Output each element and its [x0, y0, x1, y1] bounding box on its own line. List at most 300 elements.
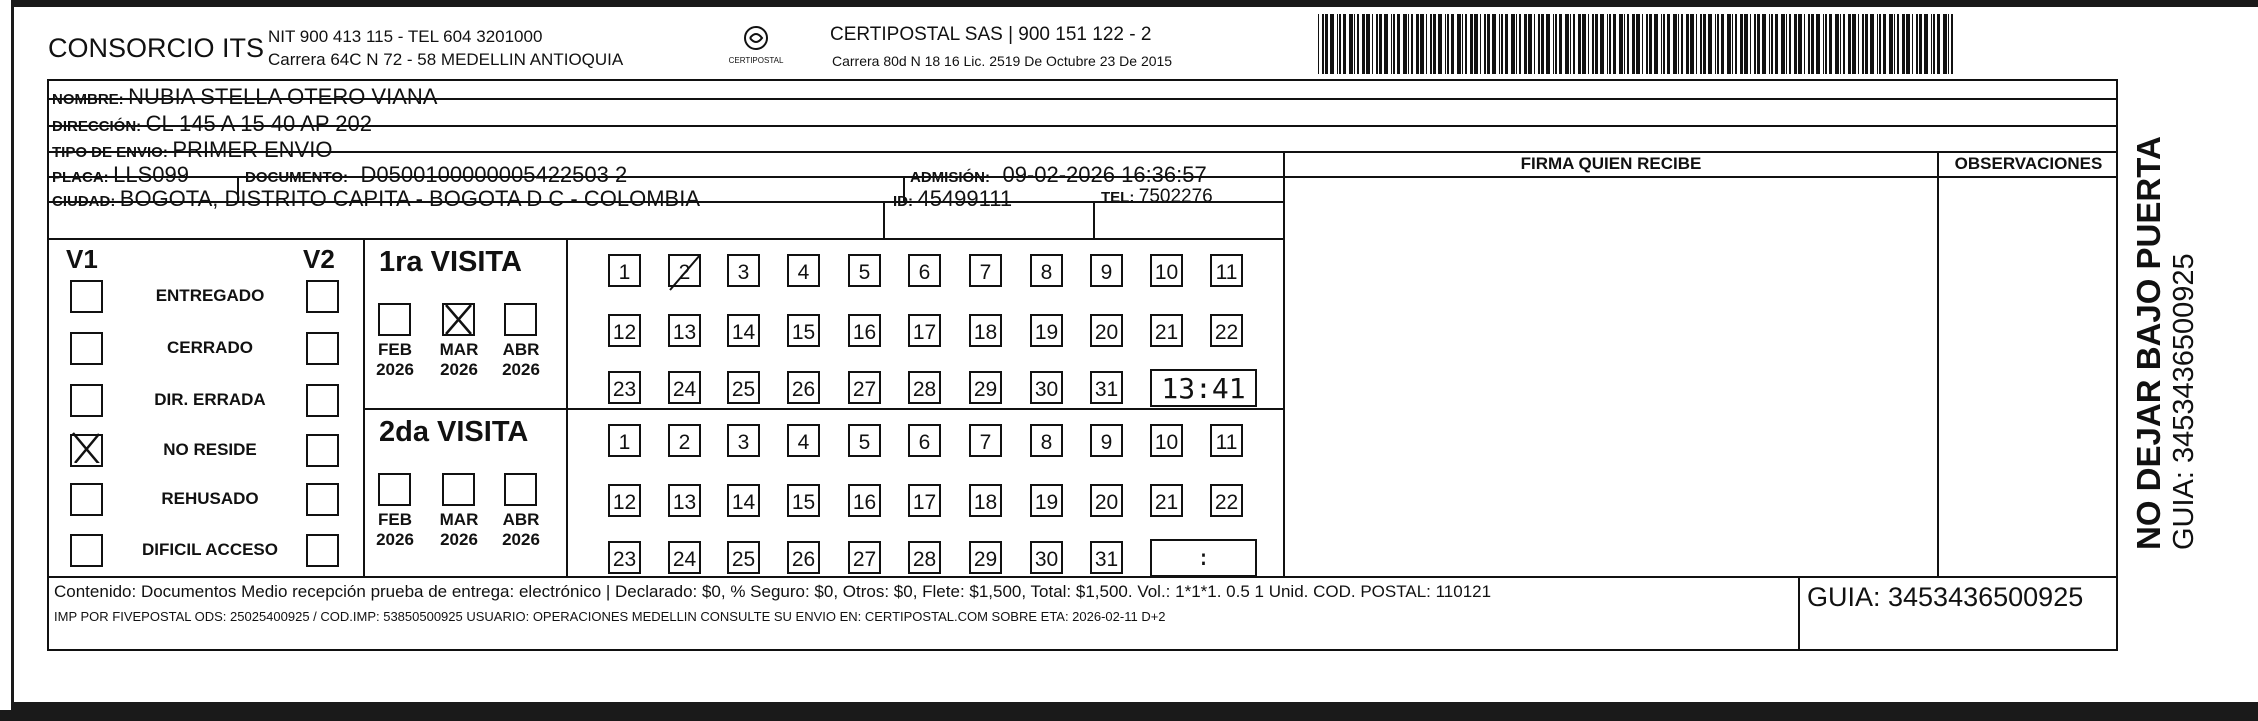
barcode-bar [1750, 14, 1751, 74]
v2-checkbox[interactable] [306, 483, 339, 516]
barcode-bar [1397, 14, 1400, 74]
month-year: 2026 [376, 360, 414, 379]
day-number: 15 [791, 321, 816, 344]
day-box[interactable] [1030, 484, 1063, 517]
barcode-bar [1322, 14, 1324, 74]
day-number: 24 [672, 378, 697, 401]
day-box[interactable] [1150, 484, 1183, 517]
barcode-bar [1528, 14, 1532, 74]
day-box[interactable] [969, 314, 1002, 347]
barcode-bar [1848, 14, 1851, 74]
month-year: 2026 [502, 360, 540, 379]
nombre-row [52, 84, 437, 110]
placa-value: LLS099 [113, 162, 189, 187]
tipo-envio-label: TIPO DE ENVIO: [52, 144, 168, 161]
tel-field [1101, 186, 1213, 208]
month-name: MAR [439, 340, 479, 359]
barcode-bar [1762, 14, 1766, 74]
day-box[interactable] [1030, 541, 1063, 574]
barcode-bar [1588, 14, 1589, 74]
day-number: 20 [1094, 321, 1119, 344]
barcode-bar [1480, 14, 1481, 74]
barcode-bar [1582, 14, 1586, 74]
month-name: MAR [439, 510, 479, 529]
day-number: 26 [791, 378, 816, 401]
month-year: 2026 [440, 530, 478, 549]
day-box[interactable] [608, 314, 641, 347]
placa-label: PLACA: [52, 169, 109, 186]
barcode-bar [1894, 14, 1895, 74]
barcode-bar [1600, 14, 1604, 74]
barcode-bar [1727, 14, 1731, 74]
day-number: 6 [918, 431, 931, 454]
day-number: 28 [912, 378, 937, 401]
barcode-bar [1642, 14, 1643, 74]
barcode-bar [1343, 14, 1346, 74]
day-number: 2 [678, 261, 691, 284]
month-label [496, 510, 546, 550]
month-name: ABR [502, 340, 540, 359]
day-box[interactable] [668, 254, 701, 287]
barcode-bar [1843, 14, 1845, 74]
barcode-bar [1661, 14, 1662, 74]
barcode-bar [1937, 14, 1940, 74]
divider [363, 238, 365, 576]
day-box[interactable] [787, 371, 820, 404]
day-box[interactable] [908, 371, 941, 404]
barcode-bar [1451, 14, 1454, 74]
day-box[interactable] [908, 424, 941, 457]
barcode-bar [1501, 14, 1503, 74]
barcode-bar [1933, 14, 1935, 74]
barcode-bar [1457, 14, 1461, 74]
side-notice [2130, 30, 2201, 550]
day-box[interactable] [908, 314, 941, 347]
barcode-bar [1393, 14, 1395, 74]
month-year: 2026 [502, 530, 540, 549]
divider [1798, 576, 1800, 651]
day-box[interactable] [787, 314, 820, 347]
barcode-bar [1715, 14, 1716, 74]
day-number: 19 [1034, 491, 1059, 514]
barcode-bar [1951, 14, 1953, 74]
day-box[interactable] [787, 424, 820, 457]
visit-title: 2da VISITA [379, 416, 529, 448]
day-box[interactable] [1090, 424, 1123, 457]
day-box[interactable] [608, 484, 641, 517]
barcode-bar [1357, 14, 1359, 74]
barcode-bar [1555, 14, 1557, 74]
day-box[interactable] [969, 541, 1002, 574]
placa-field [52, 162, 189, 188]
day-number: 21 [1154, 491, 1179, 514]
barcode-bar [1858, 14, 1859, 74]
barcode-bar [1771, 14, 1773, 74]
status-label: DIR. ERRADA [154, 390, 266, 409]
day-number: 22 [1214, 491, 1239, 514]
barcode-bar [1870, 14, 1874, 74]
day-number: 27 [852, 378, 877, 401]
day-box[interactable] [1150, 314, 1183, 347]
time-value: : [1196, 545, 1211, 571]
barcode-bar [1889, 14, 1893, 74]
scan-edge-top [0, 0, 2258, 7]
month-checkbox[interactable] [504, 473, 537, 506]
no-dejar-warning: NO DEJAR BAJO PUERTA [2130, 136, 2167, 550]
day-box[interactable] [1150, 254, 1183, 287]
barcode-bar [1811, 14, 1814, 74]
contents-line: Contenido: Documentos Medio recepción prueba de entrega: electrónico | Declarado: $0, % Seguro: $0, Otros: $0, Flete: $1,500, Total: $1,500. Vol.: 1*1*1. 0.5 1 Unid. COD. POSTAL: 110121 [54, 582, 1492, 601]
barcode-bar [1499, 14, 1500, 74]
logo-text: CERTIPOSTAL [728, 56, 784, 65]
barcode-bar [1681, 14, 1683, 74]
barcode-bar [1376, 14, 1378, 74]
v2-checkbox[interactable] [306, 384, 339, 417]
barcode-bar [1349, 14, 1353, 74]
v2-checkbox[interactable] [306, 434, 339, 467]
signature-area[interactable] [1285, 178, 1937, 576]
barcode-bar [1541, 14, 1544, 74]
v1-checkbox[interactable] [70, 534, 103, 567]
day-box[interactable] [969, 484, 1002, 517]
barcode-bar [1337, 14, 1338, 74]
month-checkbox[interactable] [442, 473, 475, 506]
day-number: 17 [912, 491, 937, 514]
barcode-bar [1781, 14, 1785, 74]
day-number: 18 [973, 321, 998, 344]
barcode-bar [1511, 14, 1515, 74]
barcode-bar [1462, 14, 1463, 74]
day-number: 14 [731, 321, 756, 344]
day-box[interactable] [1030, 254, 1063, 287]
day-number: 12 [612, 321, 637, 344]
barcode-bar [1717, 14, 1719, 74]
day-number: 16 [852, 321, 877, 344]
day-box[interactable] [908, 484, 941, 517]
barcode-bar [1840, 14, 1841, 74]
day-number: 18 [973, 491, 998, 514]
day-box[interactable] [969, 254, 1002, 287]
barcode-bar [1636, 14, 1640, 74]
day-number: 31 [1094, 378, 1119, 401]
day-box[interactable] [1210, 424, 1243, 457]
day-box[interactable] [848, 314, 881, 347]
barcode-bar [1703, 14, 1706, 74]
v2-checkbox[interactable] [306, 332, 339, 365]
day-box[interactable] [908, 254, 941, 287]
day-number: 11 [1215, 261, 1238, 284]
divider [1093, 201, 1095, 238]
status-label: ENTREGADO [155, 286, 265, 305]
nombre-value: NUBIA STELLA OTERO VIANA [128, 84, 438, 109]
v2-checkbox[interactable] [306, 280, 339, 313]
day-number: 7 [979, 431, 992, 454]
day-box[interactable] [1030, 371, 1063, 404]
day-number: 14 [731, 491, 756, 514]
barcode-bar [1553, 14, 1554, 74]
month-label [434, 510, 484, 550]
month-year: 2026 [440, 360, 478, 379]
day-box[interactable] [1090, 371, 1123, 404]
day-number: 16 [852, 491, 877, 514]
month-year: 2026 [376, 530, 414, 549]
barcode-bar [1578, 14, 1581, 74]
barcode-bar [1484, 14, 1486, 74]
day-box[interactable] [787, 254, 820, 287]
day-box[interactable] [848, 541, 881, 574]
barcode-bar [1447, 14, 1449, 74]
barcode-bar [1362, 14, 1365, 74]
side-guia: GUIA: 3453436500925 [2168, 253, 2200, 550]
v1-checkbox[interactable] [70, 384, 103, 417]
barcode-bar [1430, 14, 1432, 74]
status-label: REHUSADO [161, 489, 259, 508]
barcode-bar [1524, 14, 1527, 74]
divider [47, 576, 2118, 578]
day-number: 19 [1034, 321, 1059, 344]
status-label: NO RESIDE [163, 440, 257, 459]
day-number: 8 [1040, 431, 1053, 454]
month-checkbox[interactable] [504, 303, 537, 336]
day-number: 23 [612, 548, 637, 571]
barcode-bar [1325, 14, 1328, 74]
documento-label: DOCUMENTO: [245, 169, 349, 186]
day-number: 23 [612, 378, 637, 401]
day-number: 10 [1154, 261, 1179, 284]
time-box[interactable] [1150, 539, 1257, 577]
day-box[interactable] [727, 254, 760, 287]
day-box[interactable] [668, 371, 701, 404]
day-box[interactable] [668, 424, 701, 457]
day-box[interactable] [848, 254, 881, 287]
barcode-bar [1721, 14, 1724, 74]
barcode-bar [1663, 14, 1665, 74]
barcode-bar [1372, 14, 1373, 74]
month-label [370, 510, 420, 550]
status-label: DIFICIL ACCESO [141, 540, 278, 559]
admision-value: 09-02-2026 16:36:57 [1002, 162, 1207, 187]
firma-header: FIRMA QUIEN RECIBE [1520, 154, 1702, 173]
month-name: FEB [378, 510, 412, 529]
barcode-bar [1354, 14, 1355, 74]
barcode-bar [1627, 14, 1629, 74]
status-label: CERRADO [167, 338, 253, 357]
barcode-bar [1411, 14, 1413, 74]
month-checkbox[interactable] [378, 473, 411, 506]
month-label [434, 340, 484, 380]
observaciones-area[interactable] [1939, 178, 2118, 576]
barcode-bar [1565, 14, 1569, 74]
day-box[interactable] [1090, 314, 1123, 347]
barcode-bar [1366, 14, 1370, 74]
check-mark-icon [442, 303, 475, 336]
day-box[interactable] [727, 314, 760, 347]
barcode-bar [1912, 14, 1913, 74]
month-checkbox[interactable] [378, 303, 411, 336]
day-box[interactable] [1030, 424, 1063, 457]
v2-checkbox[interactable] [306, 534, 339, 567]
direccion-label: DIRECCIÓN: [52, 118, 142, 135]
day-number: 9 [1100, 431, 1113, 454]
day-box[interactable] [668, 484, 701, 517]
day-number: 25 [731, 378, 756, 401]
barcode-bar [1916, 14, 1918, 74]
day-box[interactable] [608, 254, 641, 287]
month-label [370, 340, 420, 380]
day-box[interactable] [1090, 254, 1123, 287]
barcode-bar [1769, 14, 1770, 74]
day-box[interactable] [908, 541, 941, 574]
v1-header: V1 [66, 244, 98, 274]
day-number: 3 [737, 261, 750, 284]
check-mark-icon [69, 430, 102, 463]
barcode-bar [1492, 14, 1496, 74]
day-box[interactable] [1090, 484, 1123, 517]
barcode-bar [1879, 14, 1881, 74]
barcode-bar [1732, 14, 1733, 74]
day-number: 20 [1094, 491, 1119, 514]
day-number: 10 [1154, 431, 1179, 454]
barcode-bar [1924, 14, 1928, 74]
day-box[interactable] [668, 314, 701, 347]
day-number: 15 [791, 491, 816, 514]
day-number: 27 [852, 548, 877, 571]
barcode-bar [1609, 14, 1611, 74]
barcode-bar [1438, 14, 1442, 74]
day-box[interactable] [848, 484, 881, 517]
barcode-bar [1487, 14, 1490, 74]
day-number: 13 [672, 321, 697, 344]
day-number: 28 [912, 548, 937, 571]
day-box[interactable] [848, 371, 881, 404]
barcode-bar [1808, 14, 1810, 74]
barcode-bar [1877, 14, 1878, 74]
v1-checkbox[interactable] [70, 483, 103, 516]
day-number: 9 [1100, 261, 1113, 284]
barcode-bar [1607, 14, 1608, 74]
day-box[interactable] [787, 484, 820, 517]
divider [883, 201, 885, 238]
day-box[interactable] [969, 371, 1002, 404]
tipo-envio-value: PRIMER ENVIO [172, 137, 333, 162]
barcode-bar [1775, 14, 1778, 74]
day-box[interactable] [608, 541, 641, 574]
month-checkbox[interactable] [442, 303, 475, 336]
guia-number: GUIA: 3453436500925 [1807, 582, 2084, 612]
day-box[interactable] [727, 541, 760, 574]
day-number: 30 [1034, 548, 1059, 571]
barcode-bar [1339, 14, 1341, 74]
barcode-bar [1624, 14, 1625, 74]
barcode-bar [1690, 14, 1694, 74]
day-box[interactable] [608, 371, 641, 404]
barcode-bar [1794, 14, 1797, 74]
tipo-envio-row [52, 137, 332, 163]
day-box[interactable] [848, 424, 881, 457]
barcode-bar [1546, 14, 1550, 74]
day-number: 29 [973, 548, 998, 571]
v1-checkbox[interactable] [70, 434, 103, 467]
id-label: ID: [893, 193, 913, 210]
barcode-bar [1416, 14, 1419, 74]
day-box[interactable] [608, 424, 641, 457]
v1-checkbox[interactable] [70, 332, 103, 365]
day-box[interactable] [727, 371, 760, 404]
certipostal-nit: CERTIPOSTAL SAS | 900 151 122 - 2 [830, 24, 1152, 45]
barcode-bar [1379, 14, 1382, 74]
documento-field [245, 162, 627, 188]
admision-field [910, 162, 1207, 188]
day-box[interactable] [1030, 314, 1063, 347]
day-box[interactable] [787, 541, 820, 574]
barcode-bar [1420, 14, 1424, 74]
day-box[interactable] [1210, 254, 1243, 287]
barcode-bar [1906, 14, 1910, 74]
day-box[interactable] [1150, 424, 1183, 457]
barcode-bar [1570, 14, 1571, 74]
barcode-bar [1804, 14, 1805, 74]
barcode-bar [1426, 14, 1427, 74]
day-box[interactable] [1210, 314, 1243, 347]
barcode-bar [1865, 14, 1868, 74]
day-number: 21 [1154, 321, 1179, 344]
barcode-bar [1919, 14, 1922, 74]
barcode-bar [1433, 14, 1436, 74]
barcode-bar [1829, 14, 1832, 74]
v2-header: V2 [303, 244, 335, 274]
tel-label: TEL: [1101, 189, 1135, 206]
day-number: 24 [672, 548, 697, 571]
day-box[interactable] [969, 424, 1002, 457]
day-box[interactable] [1210, 484, 1243, 517]
barcode-bar [1384, 14, 1388, 74]
ciudad-field [52, 186, 700, 212]
barcode-bar [1789, 14, 1791, 74]
barcode-bar [1686, 14, 1689, 74]
imp-line: IMP POR FIVEPOSTAL ODS: 25025400925 / COD.IMP: 53850500925 USUARIO: OPERACIONES MEDELLIN CONSULTE SU ENVIO EN: CERTIPOSTAL.COM SOBRE ETA: 2026-02-11 D+2 [54, 609, 1166, 624]
barcode-bar [1740, 14, 1743, 74]
barcode-bar [1948, 14, 1949, 74]
day-number: 26 [791, 548, 816, 571]
barcode-bar [1708, 14, 1712, 74]
barcode-bar [1696, 14, 1697, 74]
day-box[interactable] [1090, 541, 1123, 574]
barcode-bar [1632, 14, 1635, 74]
day-box[interactable] [727, 484, 760, 517]
v1-checkbox[interactable] [70, 280, 103, 313]
barcode-bar [1592, 14, 1594, 74]
observaciones-header: OBSERVACIONES [1954, 154, 2103, 173]
barcode-bar [1613, 14, 1616, 74]
barcode-bar [1519, 14, 1521, 74]
barcode-bar [1902, 14, 1905, 74]
barcode-bar [1897, 14, 1899, 74]
day-box[interactable] [668, 541, 701, 574]
ciudad-label: CIUDAD: [52, 193, 116, 210]
day-number: 29 [973, 378, 998, 401]
ciudad-value: BOGOTA, DISTRITO CAPITA - BOGOTA D C - COLOMBIA [119, 186, 700, 211]
direccion-value: CL 145 A 15 40 AP 202 [145, 111, 372, 136]
time-box[interactable] [1150, 369, 1257, 407]
day-number: 13 [672, 491, 697, 514]
day-mark-icon [666, 252, 706, 292]
barcode-bar [1470, 14, 1473, 74]
admision-label: ADMISIÓN: [910, 169, 990, 186]
barcode-bar [1786, 14, 1787, 74]
visit-title: 1ra VISITA [379, 246, 522, 278]
time-value: 13:41 [1161, 371, 1246, 405]
day-box[interactable] [727, 424, 760, 457]
